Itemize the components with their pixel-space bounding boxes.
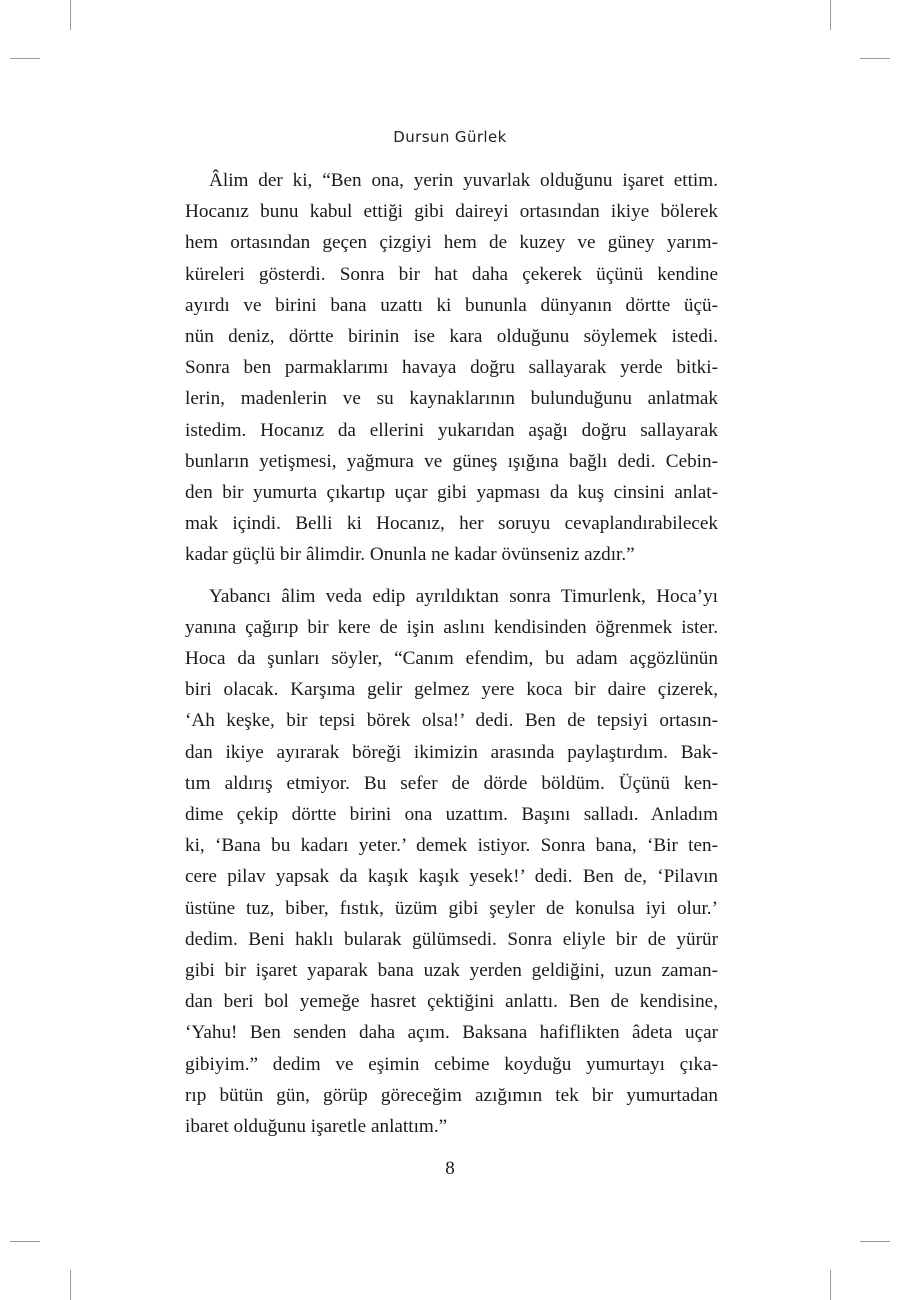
text-line: dime çekip dörtte birini ona uzattım. Başını salladı. Anladım [185, 804, 718, 826]
crop-mark-bottom-right [830, 1270, 831, 1300]
running-head-author: Dursun Gürlek [393, 128, 507, 146]
paragraph-2 [185, 581, 718, 1143]
crop-mark-top-right [830, 0, 831, 30]
crop-mark-left-bottom [10, 1241, 40, 1242]
text-line: tım aldırış etmiyor. Bu sefer de dörde böldüm. Üçünü ken- [185, 772, 718, 794]
text-line: Yabancı âlim veda edip ayrıldıktan sonra Timurlenk, Hoca’yı [209, 585, 718, 607]
text-line: dan ikiye ayırarak böreği ikimizin arasında paylaştırdım. Bak- [185, 741, 718, 763]
text-line: gibi bir işaret yaparak bana uzak yerden geldiğini, uzun zaman- [185, 960, 718, 982]
text-line: lerin, madenlerin ve su kaynaklarının bulunduğunu anlatmak [185, 388, 718, 410]
crop-mark-bottom-left [70, 1270, 71, 1300]
text-line: yanına çağırıp bir kere de işin aslını kendisinden öğrenmek ister. [185, 616, 718, 638]
text-line: ‘Ah keşke, bir tepsi börek olsa!’ dedi. Ben de tepsiyi ortasın- [185, 710, 718, 732]
text-line: Sonra ben parmaklarımı havaya doğru sallayarak yerde bitki- [185, 357, 718, 379]
text-line: bunların yetişmesi, yağmura ve güneş ışığına bağlı dedi. Cebin- [185, 450, 718, 472]
page-number: 8 [445, 1158, 455, 1179]
text-line: ki, ‘Bana bu kadarı yeter.’ demek istiyor. Sonra bana, ‘Bir ten- [185, 835, 718, 857]
text-line: Hoca da şunları söyler, “Canım efendim, bu adam açgözlünün [185, 648, 718, 670]
text-line: mak içindi. Belli ki Hocanız, her soruyu cevaplandırabilecek [185, 513, 718, 535]
text-line: cere pilav yapsak da kaşık kaşık yesek!’ dedi. Ben de, ‘Pilavın [185, 866, 718, 888]
paragraph-1 [185, 165, 718, 571]
crop-mark-left-top [10, 58, 40, 59]
text-line: biri olacak. Karşıma gelir gelmez yere koca bir daire çizerek, [185, 679, 718, 701]
text-line: üstüne tuz, biber, fıstık, üzüm gibi şeyler de konulsa iyi olur.’ [185, 897, 718, 919]
body-text [185, 165, 718, 1142]
text-line: den bir yumurta çıkartıp uçar gibi yapması da kuş cinsini anlat- [185, 482, 718, 504]
crop-mark-right-bottom [860, 1241, 890, 1242]
crop-mark-right-top [860, 58, 890, 59]
text-line: Âlim der ki, “Ben ona, yerin yuvarlak olduğunu işaret ettim. [209, 170, 718, 191]
text-line: gibiyim.” dedim ve eşimin cebime koyduğu yumurtayı çıka- [185, 1053, 718, 1075]
text-line: ayırdı ve birini bana uzattı ki bununla dünyanın dörtte üçü- [185, 294, 718, 316]
text-line: küreleri gösterdi. Sonra bir hat daha çekerek üçünü kendine [185, 263, 718, 285]
text-line: dan beri bol yemeğe hasret çektiğini anlattı. Ben de kendisine, [185, 991, 718, 1013]
crop-mark-top-left [70, 0, 71, 30]
text-line: ‘Yahu! Ben senden daha açım. Baksana hafiflikten âdeta uçar [185, 1022, 718, 1044]
text-line: istedim. Hocanız da ellerini yukarıdan aşağı doğru sallayarak [185, 419, 718, 441]
text-line: rıp bütün gün, görüp göreceğim azığımın tek bir yumurtadan [185, 1084, 718, 1106]
text-line: kadar güçlü bir âlimdir. Onunla ne kadar övünseniz azdır.” [185, 544, 635, 566]
text-line: hem ortasından geçen çizgiyi hem de kuzey ve güney yarım- [185, 232, 718, 254]
text-line: dedim. Beni haklı bularak gülümsedi. Sonra eliyle bir de yürür [185, 928, 718, 950]
text-line: nün deniz, dörtte birinin ise kara olduğunu söylemek istedi. [185, 326, 718, 348]
text-line: Hocanız bunu kabul ettiği gibi daireyi ortasından ikiye bölerek [185, 201, 718, 223]
text-line: ibaret olduğunu işaretle anlattım.” [185, 1116, 448, 1138]
